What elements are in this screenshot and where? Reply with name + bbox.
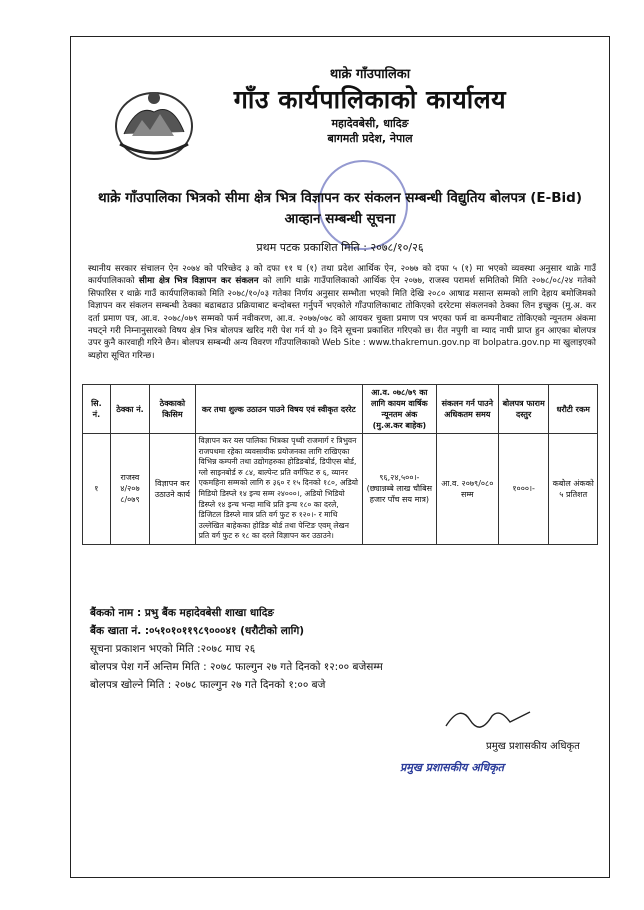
cell-form-fee: १०००।-: [498, 434, 548, 545]
notice-title: [78, 188, 602, 230]
cell-contract-no: राजस्व ४/२०७ ८/०७९: [110, 434, 149, 545]
col-type: ठेक्काको किसिम: [150, 385, 195, 434]
signature-icon: [440, 698, 560, 734]
col-sn: सि. नं.: [83, 385, 111, 434]
col-description: कर तथा शुल्क उठाउन पाउने विषय एवं स्वीकृत दररेट: [195, 385, 362, 434]
notice-body: [88, 263, 596, 362]
cell-duration: आ.व. २०७९/०८० सम्म: [436, 434, 498, 545]
bid-table: [82, 384, 598, 545]
cell-min-amount: ९६,२४,५००।- (छ्यान्नब्बे लाख चौबिस हजार पाँच सय मात्र): [362, 434, 436, 545]
cell-deposit: कबोल अंकको ५ प्रतिशत: [549, 434, 598, 545]
cell-type: विज्ञापन कर उठाउने कार्य: [150, 434, 195, 545]
bank-account: बैंक खाता नं. :०५१०१०११९८९०००४१ (धरौटीको लागि): [90, 625, 305, 637]
opening-date: बोलपत्र खोल्ने मिति : २०७८ फाल्गुन २७ गते दिनको १:०० बजे: [90, 679, 326, 691]
published-date: प्रथम पटक प्रकाशित मिति : २०७८/१०/२६: [256, 241, 424, 254]
address-line-1: महादेवबेसी, धादिङ: [331, 117, 409, 130]
submission-deadline: बोलपत्र पेश गर्ने अन्तिम मिति : २०७८ फाल्गुन २७ गते दिनको १२:०० बजेसम्म: [90, 661, 383, 673]
cell-description: विज्ञापन कर यस पालिका भित्रका पृथ्वी राजमार्ग र त्रिभुवन राजपथमा रहेका व्यवसायीक प्रयोजनका लागि राखिएका विभिन्न कम्पनी तथा उद्योगहरुका होडिङबोर्ड, डिपीएस बोर्ड, ग्लो साइनबोर्ड रु ८४, बाल्पेन्ट प्रति वर्गफिट रु ६, व्यानर एकमहिना सम्मको लागि रु ३६० र १५ दिनको १८०, अडियो मिडियो डिस्प्ले १४ इन्च सम्म २४०००।, अडियो भिडियो डिस्प्ले १४ इन्च भन्दा माथि प्रति इन्च १८० का दरले, डिजिटल डिस्प्ले मात्र प्रति वर्ग फुट रु १२०।- र माथि उल्लेखित बाहेकका होडिङ बोर्ड तथा पेन्टिङ एवम् लेखन प्रति वर्ग फुट रु १८ का दरले विज्ञापन कर उठाउने।: [195, 434, 362, 545]
body-text-bold: सीमा क्षेत्र भित्र विज्ञापन कर संकलन: [138, 276, 259, 287]
bank-name: बैंकको नाम : प्रभु बैंक महादेवबेसी शाखा धादिङ: [90, 607, 275, 619]
table-row: [83, 434, 598, 545]
notice-title-line-1: थाक्रे गाँउपालिका भित्रको सीमा क्षेत्र भित्र विज्ञापन कर संकलन सम्बन्धी विद्युतिय बोलपत्र (E-Bid): [98, 190, 582, 206]
notice-publish-date: सूचना प्रकाशन भएको मिति :२०७८ माघ २६: [90, 643, 256, 655]
address-line-2: बागमती प्रदेश, नेपाल: [327, 132, 413, 145]
col-min-amount: आ.व. ०७८/७९ का लागि कायम वार्षिक न्यूनतम अंक (मु.अ.कर बाहेक): [362, 385, 436, 434]
officer-seal: प्रमुख प्रशासकीय अधिकृत: [400, 761, 504, 774]
nepal-emblem-icon: [112, 84, 196, 162]
municipality-name: थाक्रे गाँउपालिका: [329, 67, 411, 82]
body-text-2: को लागि थाक्रे गाउँपालिकाको आर्थिक ऐन २०७७, राजस्व परामर्श समितिको मिति २०७८/०८/२४ गतेको सिफारिस र थाक्रे गाउँ कार्यपालिकाको मिति २०७८/१०/०३ गतेका निर्णय अनुसार सम्भौता भएको मिति देखि २०८० आषाढ मसान्त सम्मको लागि देहाय बमोजिमको विज्ञापन कर संकलन सम्बन्धी ठेक्का बढाबढाउ प्रक्रियाबाट बन्दोबस्त गर्नुपर्ने भएकोले गाँउपालिकाबाट तोकिएको दररेटमा संकलनको ठेक्का लिन इच्छुक (मु.अ. कर दर्ता प्रमाण पत्र, आ.व. २०७८/०७९ सम्मको फर्म नवीकरण, आ.व. २०७७/०७८ को आयकर चुक्ता प्रमाण पत्र भएका फर्म वा कम्पनीबाट तोकिएको न्यूनतम अंकमा नघट्ने गरी निम्नानुसारको विषय क्षेत्र भित्र बोलपत्र खरिद गरी पेश गर्न यो ३० दिने सूचना प्रकाशित गरिएको छ। रीत नपुगी वा म्याद नाघी प्राप्त हुन आएका बोलपत्र उपर कुनै कारवाही गरिने छैन। बोलपत्र सम्बन्धी अन्य विवरण गाँउपालिकाको Web Site : www.thakremun.gov.np वा bolpatra.gov.np मा खुलाइएको ब्यहोरा सूचित गरिन्छ।: [88, 276, 596, 361]
col-deposit: धरौटी रकम: [549, 385, 598, 434]
office-name: गाँउ कार्यपालिकाको कार्यालय: [233, 85, 507, 114]
col-form-fee: बोलपत्र फाराम दस्तुर: [498, 385, 548, 434]
col-duration: संकलन गर्न पाउने अधिकतम समय: [436, 385, 498, 434]
col-contract-no: ठेक्का नं.: [110, 385, 149, 434]
signatory-title: प्रमुख प्रशासकीय अधिकृत: [486, 741, 580, 752]
letterhead: [190, 66, 550, 146]
body-text-1: स्थानीय सरकार संचालन ऐन २०७४ को परिच्छेद ३ को दफा ११ घ (१) तथा प्रदेश आर्थिक ऐन, २०७७ को दफा ५ (१) मा भएको व्यवस्था अनुसार थाक्रे गाउँ कार्यपालिकाको: [88, 264, 596, 287]
cell-sn: १: [83, 434, 111, 545]
table-header-row: [83, 385, 598, 434]
notice-title-line-2: आव्हान सम्बन्धी सूचना: [284, 211, 396, 227]
